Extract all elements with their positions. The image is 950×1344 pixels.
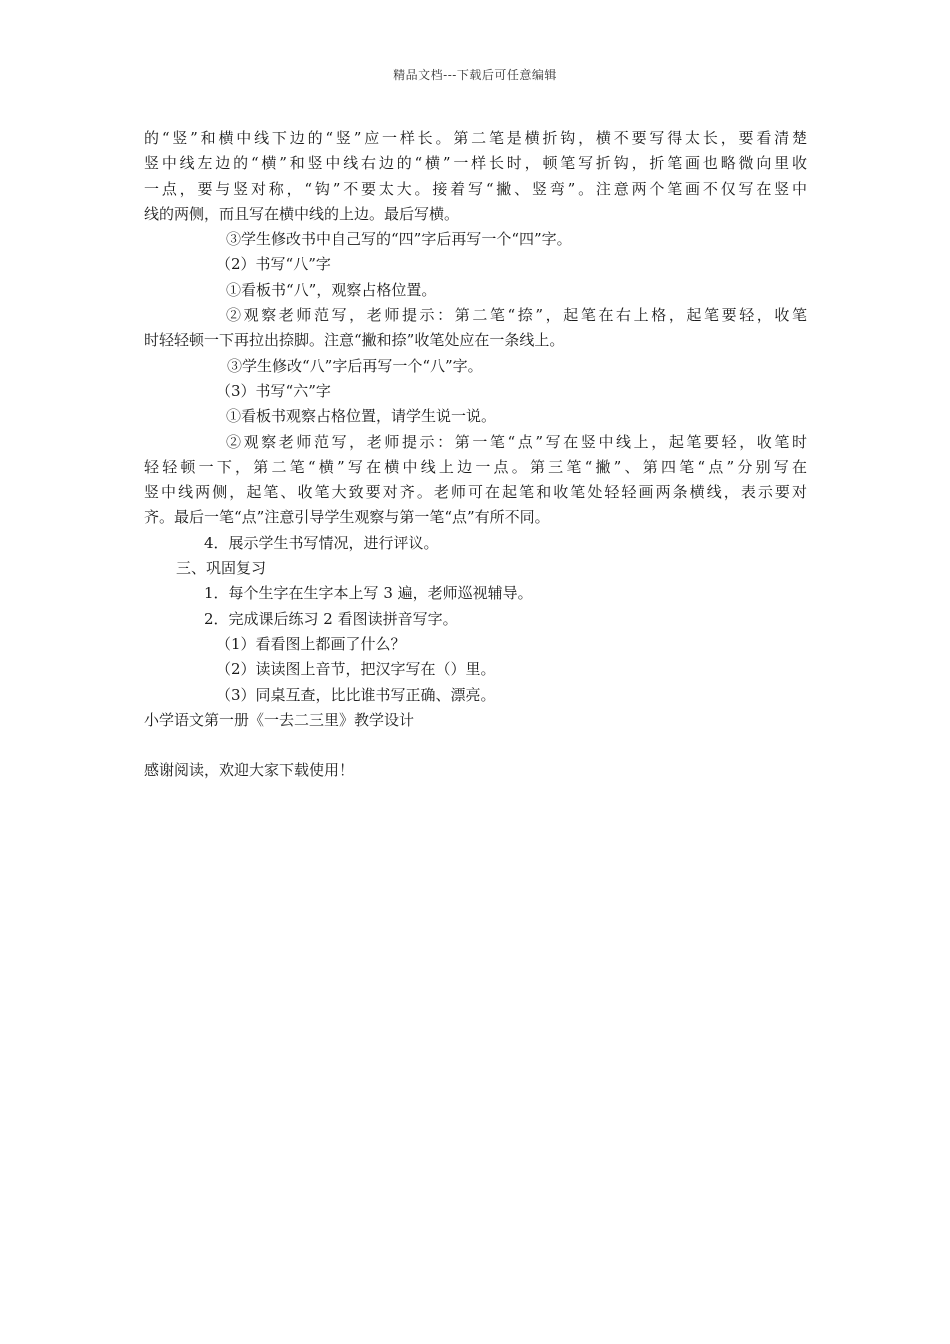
closing-line: 感谢阅读，欢迎大家下载使用！: [144, 761, 355, 780]
document-title-line: 小学语文第一册《一去二三里》教学设计: [144, 710, 415, 729]
text-line: 齐。最后一笔“点”注意引导学生观察与第一笔“点”有所不同。: [144, 508, 550, 527]
text-line: ②观察老师范写，老师提示：第一笔“点”写在竖中线上，起笔要轻，收笔时: [226, 432, 807, 451]
text-line: 的“竖”和横中线下边的“竖”应一样长。第二笔是横折钩，横不要写得太长，要看清楚: [144, 129, 807, 147]
text-line: 2．完成课后练习 2 看图读拼音写字。: [204, 609, 458, 628]
text-line: （2）书写“八”字: [216, 255, 331, 274]
text-line: 轻轻顿一下，第二笔“横”写在横中线上边一点。第三笔“撇”、第四笔“点”分别写在: [144, 457, 807, 476]
page-header: 精品文档---下载后可任意编辑: [393, 68, 557, 82]
text-line: （1）看看图上都画了什么？: [216, 634, 406, 653]
text-line: ①看板书观察占格位置，请学生说一说。: [226, 407, 497, 426]
text-line: 时轻轻顿一下再拉出捺脚。注意“撇和捺”收笔处应在一条线上。: [144, 331, 565, 350]
text-line: （2）读读图上音节，把汉字写在（）里。: [216, 660, 496, 679]
text-line: ②观察老师范写，老师提示：第二笔“捺”，起笔在右上格，起笔要轻，收笔: [226, 306, 807, 325]
text-line: （3）同桌互查，比比谁书写正确、漂亮。: [216, 685, 496, 704]
text-line: 竖中线左边的“横”和竖中线右边的“横”一样长时，顿笔写折钩，折笔画也略微向里收: [144, 154, 807, 173]
text-line: 1．每个生字在生字本上写 3 遍，老师巡视辅导。: [204, 584, 533, 603]
text-line: 竖中线两侧，起笔、收笔大致要对齐。老师可在起笔和收笔处轻轻画两条横线，表示要对: [144, 483, 807, 502]
text-line: （3）书写“六”字: [216, 381, 331, 400]
text-line: ③学生修改书中自己写的“四”字后再写一个“四”字。: [226, 230, 572, 249]
section-heading: 三、巩固复习: [176, 559, 267, 578]
text-line: 线的两侧，而且写在横中线的上边。最后写横。: [144, 204, 460, 223]
text-line: ③学生修改“八”字后再写一个“八”字。: [227, 356, 483, 375]
text-line: 一点，要与竖对称，“钩”不要太大。接着写“撇、竖弯”。注意两个笔画不仅写在竖中: [144, 179, 807, 198]
text-line: ①看板书“八”，观察占格位置。: [226, 280, 437, 299]
text-line: 4．展示学生书写情况，进行评议。: [204, 533, 439, 552]
document-body: [144, 126, 807, 783]
blank-line: [144, 733, 807, 758]
